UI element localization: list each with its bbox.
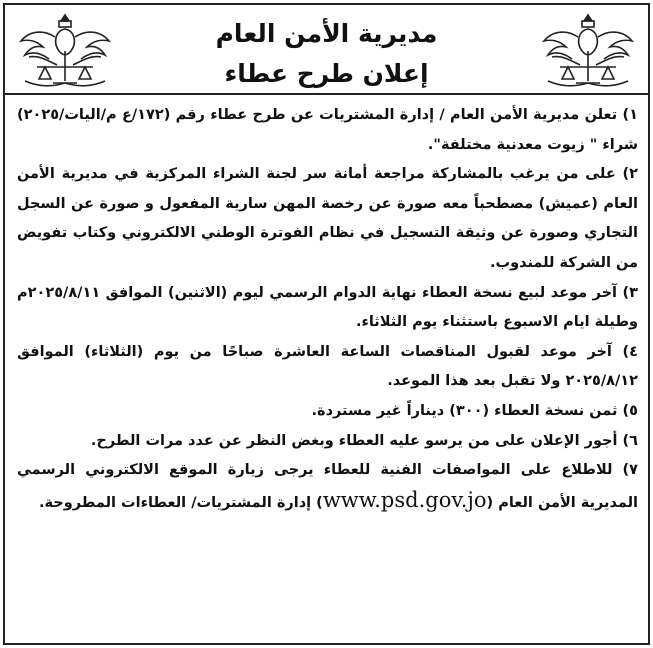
item-3: ٣) آخر موعد لبيع نسخة العطاء نهاية الدوام الرسمي ليوم (الاثنين) الموافق ٢٠٢٥/٨/١١م وطيلة ايام الاسبوع باستثناء يوم الثلاثاء. xyxy=(17,284,638,331)
item-7-text-before: ٧) للاطلاع على المواصفات الفنية للعطاء يرجى زيارة الموقع الالكتروني الرسمي المديرية الأمن العام ( xyxy=(17,462,638,511)
item-6: ٦) أجور الإعلان على من يرسو عليه العطاء وبغض النظر عن عدد مرات الطرح. xyxy=(90,432,638,449)
item-5: ٥) ثمن نسخة العطاء (٣٠٠) ديناراً غير مستردة. xyxy=(311,402,638,419)
item-1: ١) تعلن مديرية الأمن العام / إدارة المشتريات عن طرح عطاء رقم (١٧٢/ع م/اليات/٢٠٢٥) شراء " زيوت معدنية مختلفة". xyxy=(17,107,638,153)
item-4: ٤) آخر موعد لقبول المناقصات الساعة العاشرة صباحًا من يوم (الثلاثاء) الموافق ٢٠٢٥/٨/١٢ ولا تقبل بعد هذا الموعد. xyxy=(17,343,638,390)
item-7 xyxy=(17,456,638,518)
website-link[interactable]: www.psd.gov.jo xyxy=(322,487,487,512)
header xyxy=(5,5,648,95)
announcement-body xyxy=(17,101,638,518)
item-2: ٢) على من يرغب بالمشاركة مراجعة أمانة سر لجنة الشراء المركزية في مديرية الأمن العام (عميش) مصطحباً معه صورة عن رخصة المهن سارية المفعول و صورة عن السجل التجاري وصورة عن وثيقة التسجيل في نظام الفوترة الوطني الالكتروني وكتاب تفويض من الشركة للمندوب. xyxy=(17,166,638,271)
directorate-title: مديرية الأمن العام xyxy=(215,19,438,48)
announcement-title: إعلان طرح عطاء xyxy=(224,59,429,88)
psd-crest-icon xyxy=(538,11,638,89)
psd-crest-icon xyxy=(15,11,115,89)
advertisement-frame xyxy=(3,3,650,645)
item-7-text-after: ) إدارة المشتريات/ العطاءات المطروحة. xyxy=(38,494,323,511)
